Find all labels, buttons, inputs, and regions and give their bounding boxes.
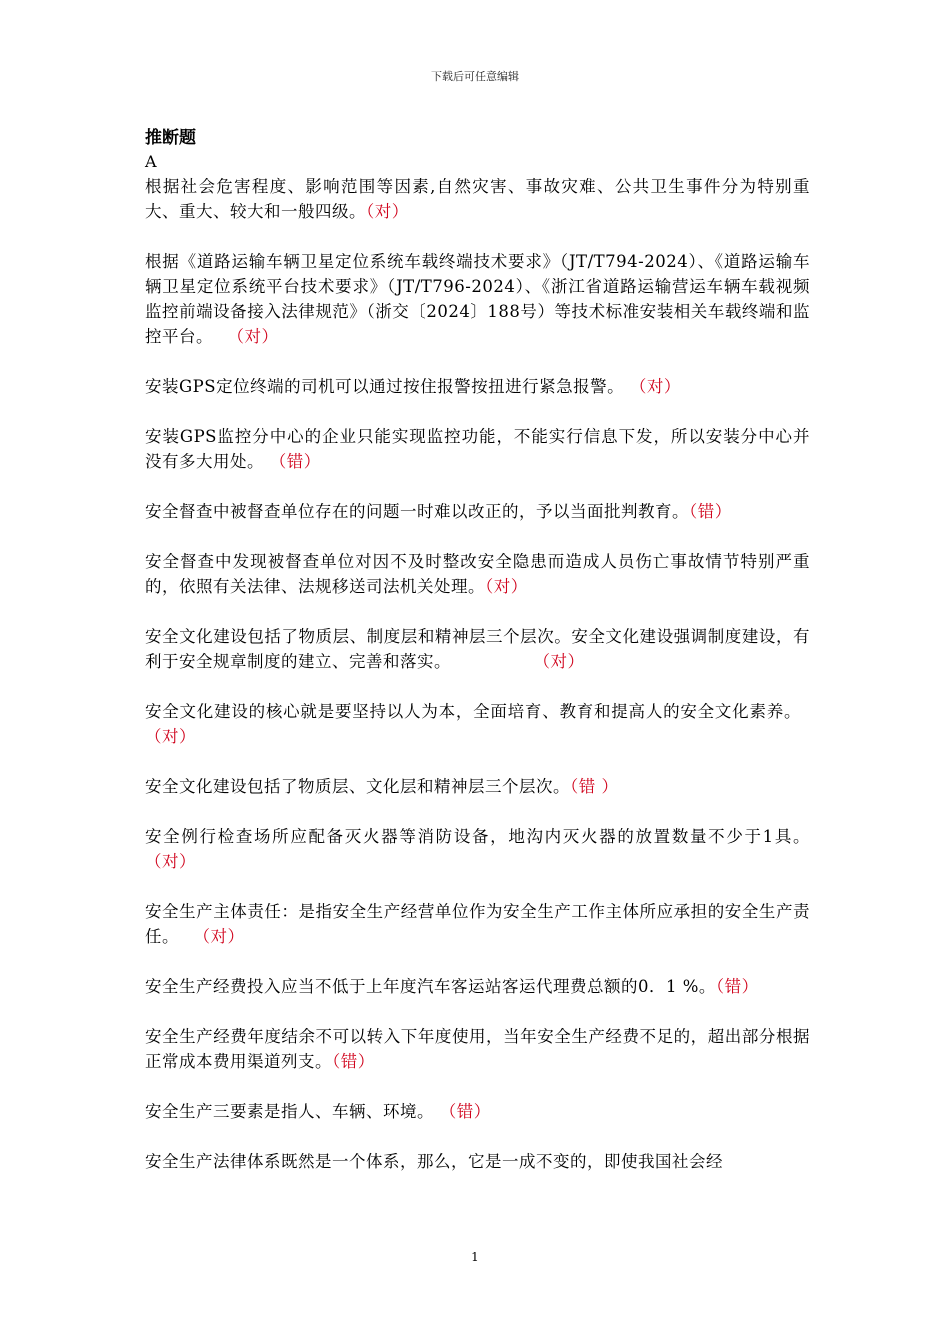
question-text: 安全生产法律体系既然是一个体系，那么，它是一成不变的，即使我国社会经 <box>145 1152 723 1171</box>
question-answer: （对） <box>145 852 196 871</box>
question-item <box>145 499 810 524</box>
question-text: 安全例行检查场所应配备灭火器等消防设备，地沟内灭火器的放置数量不少于1具。 <box>145 827 810 846</box>
question-item <box>145 249 810 349</box>
question-item <box>145 824 810 874</box>
question-text: 安全文化建设包括了物质层、制度层和精神层三个层次。安全文化建设强调制度建设，有利于安全规章制度的建立、完善和落实。 <box>145 627 810 671</box>
question-text: 安全生产经费投入应当不低于上年度汽车客运站客运代理费总额的0．1 %。 <box>145 977 716 996</box>
question-answer: （错） <box>715 977 759 996</box>
question-item <box>145 974 810 999</box>
question-item <box>145 624 810 674</box>
question-item <box>145 549 810 599</box>
question-text: 安装GPS定位终端的司机可以通过按住报警按扭进行紧急报警。 <box>145 377 630 396</box>
question-answer: （错） <box>439 1102 491 1121</box>
question-item <box>145 1099 810 1124</box>
document-body <box>145 126 810 1199</box>
section-letter: A <box>145 152 157 171</box>
question-item <box>145 1149 810 1174</box>
page-number: 1 <box>471 1250 479 1264</box>
question-text: 安全文化建设的核心就是要坚持以人为本，全面培育、教育和提高人的安全文化素养。 <box>145 702 810 721</box>
question-item <box>145 374 810 399</box>
question-answer: （对） <box>366 202 409 221</box>
question-answer: （错） <box>689 502 732 521</box>
question-answer: （错 ） <box>570 777 619 796</box>
page-header: 下载后可任意编辑 <box>431 70 519 83</box>
question-answer: （错） <box>269 452 321 471</box>
question-item <box>145 174 810 224</box>
section-title: 推断题 <box>145 128 196 148</box>
question-answer: （对） <box>145 727 196 746</box>
question-answer: （对） <box>629 377 681 396</box>
question-text: 安全督查中发现被督查单位对因不及时整改安全隐患而造成人员伤亡事故情节特别严重的，依照有关法律、法规移送司法机关处理。 <box>145 552 810 596</box>
question-item <box>145 774 810 799</box>
question-item <box>145 899 810 949</box>
question-text: 安全文化建设包括了物质层、文化层和精神层三个层次。 <box>145 777 570 796</box>
question-text: 安全生产三要素是指人、车辆、环境。 <box>145 1102 440 1121</box>
question-text: 根据社会危害程度、影响范围等因素,自然灾害、事故灾难、公共卫生事件分为特别重大、重大、较大和一般四级。 <box>145 177 810 221</box>
question-answer: （对） <box>227 327 279 346</box>
question-text: 安装GPS监控分中心的企业只能实现监控功能，不能实行信息下发，所以安装分中心并没有多大用处。 <box>145 427 810 471</box>
question-text: 安全督查中被督查单位存在的问题一时难以改正的，予以当面批判教育。 <box>145 502 689 521</box>
question-item <box>145 424 810 474</box>
question-answer: （错） <box>332 1052 375 1071</box>
question-answer: （对） <box>193 927 245 946</box>
question-text: 安全生产主体责任：是指安全生产经营单位作为安全生产工作主体所应承担的安全生产责任。 <box>145 902 810 946</box>
question-answer: （对） <box>485 577 528 596</box>
question-text: 根据《道路运输车辆卫星定位系统车载终端技术要求》（JT/T794-2024）、《道路运输车辆卫星定位系统平台技术要求》（JT/T796-2024）、《浙江省道路运输营运车辆车载视频监控前端设备接入法律规范》（浙交〔2024〕188号）等技术标准安装相关车载终端和监控平台。 <box>145 252 810 346</box>
question-text: 安全生产经费年度结余不可以转入下年度使用，当年安全生产经费不足的，超出部分根据正常成本费用渠道列支。 <box>145 1027 810 1071</box>
question-item <box>145 1024 810 1074</box>
question-item <box>145 699 810 749</box>
question-answer: （对） <box>533 652 585 671</box>
